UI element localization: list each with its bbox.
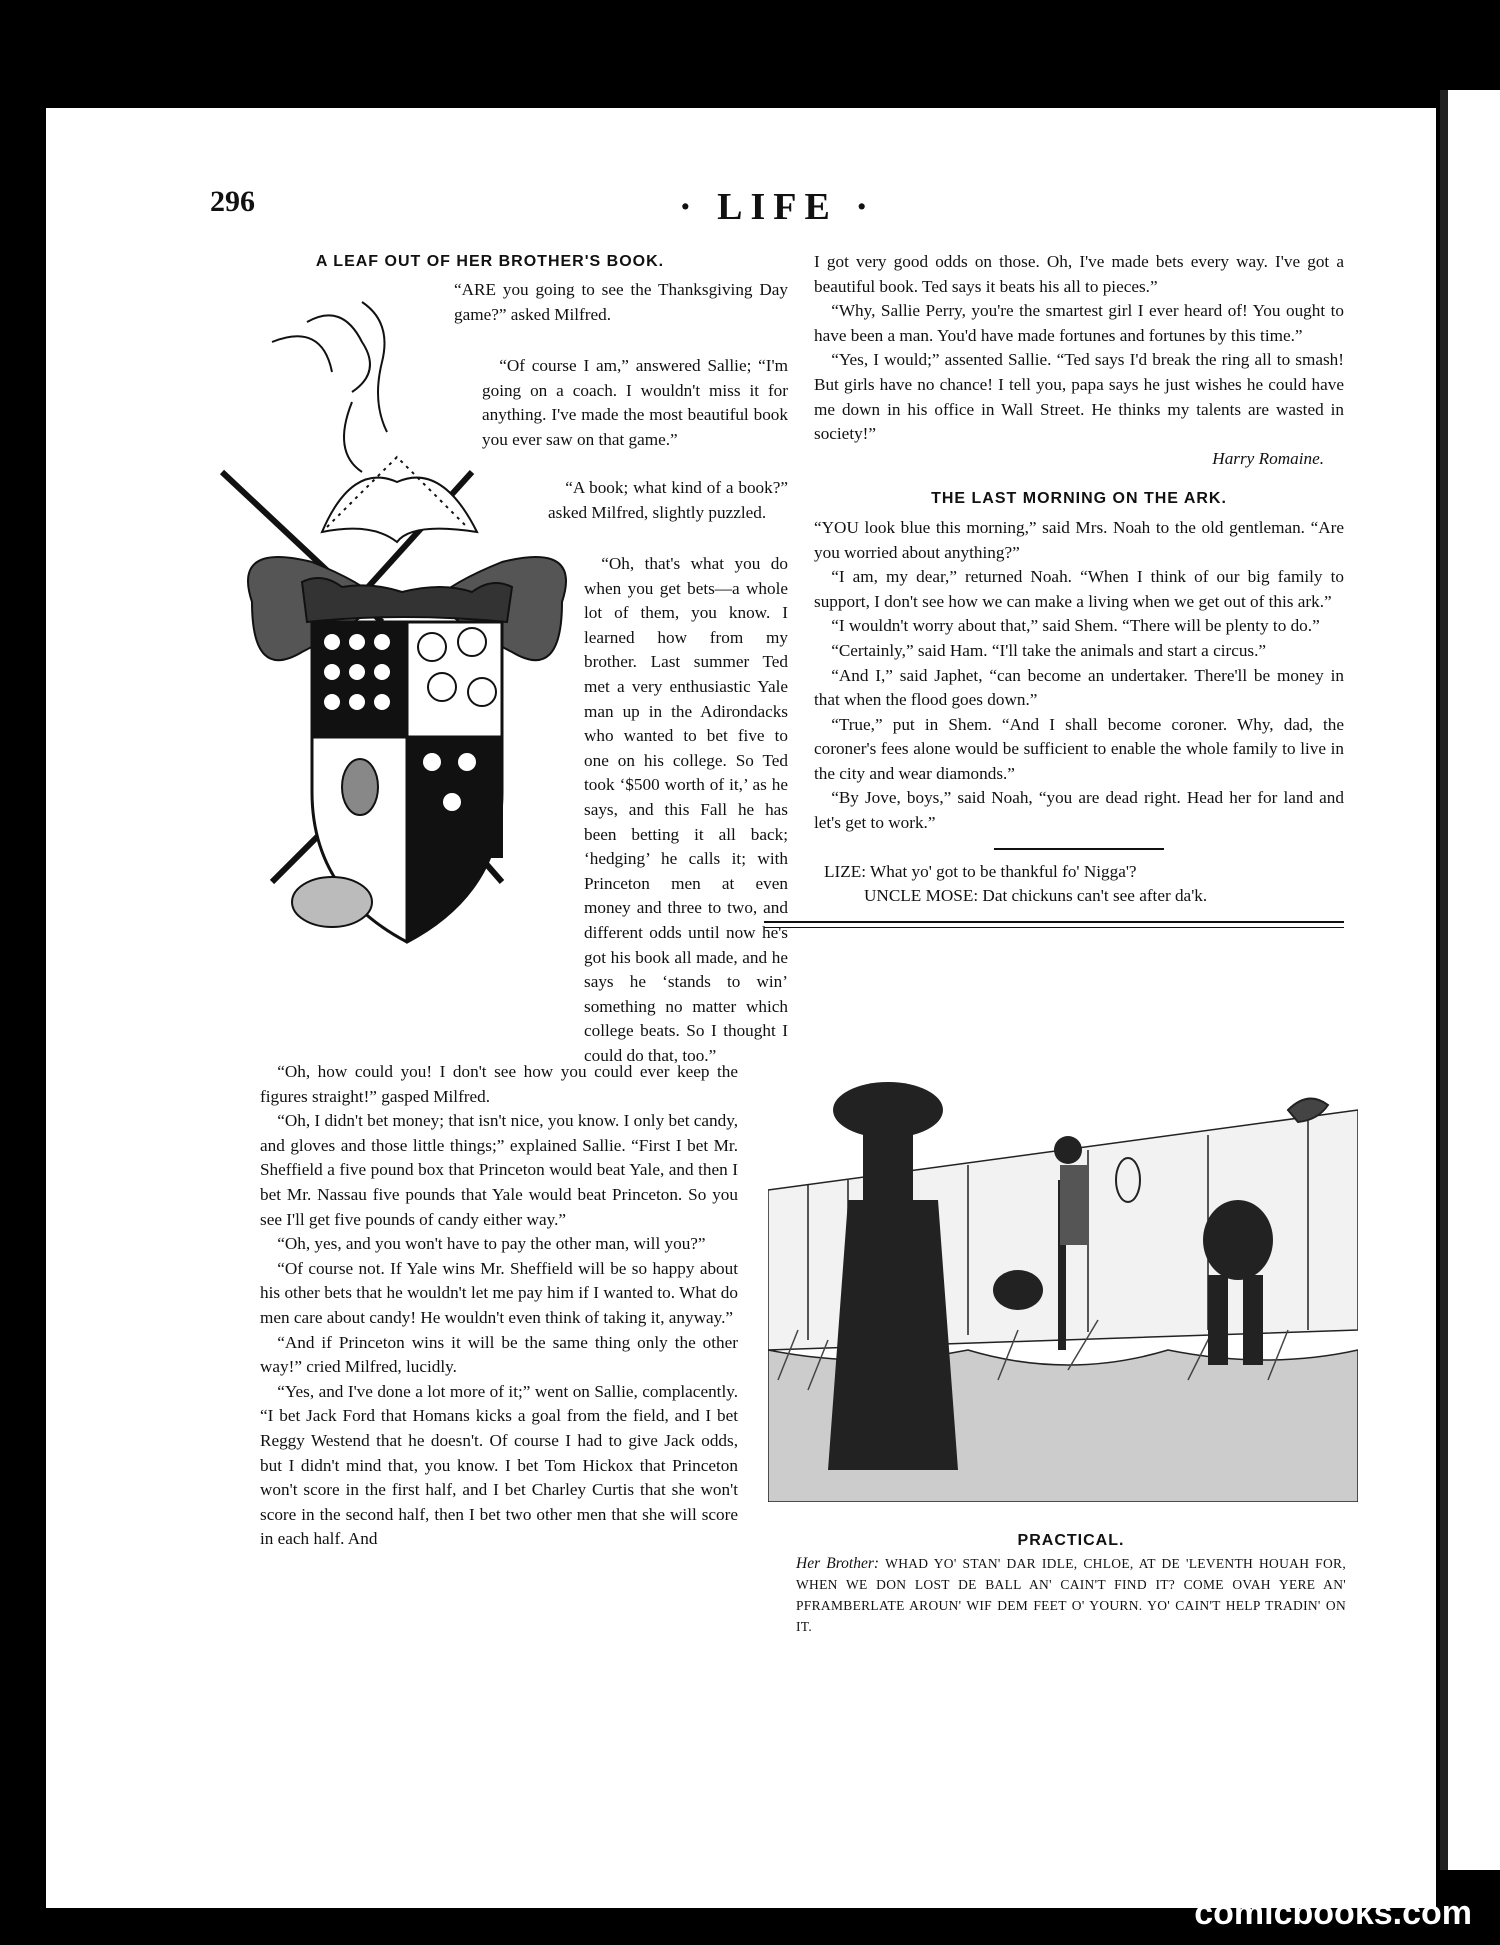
story1-p6: “Oh, I didn't bet money; that isn't nice, you know. I only bet candy, and gloves and those little things;” explained Sallie. “First I bet Mr. Sheffield a five pound box that Princeton would beat Yale, and then I bet Mr. Nassau five pounds that Yale would beat Princeton. So you see I'll get five pounds of candy either way.” bbox=[260, 1111, 738, 1229]
adjacent-page-edge bbox=[1440, 90, 1500, 1870]
joke-block bbox=[814, 860, 1344, 909]
cartoon-title: PRACTICAL. bbox=[1017, 1532, 1125, 1549]
cartoon-speaker: Her Brother: bbox=[796, 1555, 880, 1572]
magazine-title: · LIFE · bbox=[678, 186, 877, 228]
story1-p9: “And if Princeton wins it will be the same thing only the other way!” cried Milfred, lucidly. bbox=[260, 1332, 738, 1377]
left-column bbox=[260, 250, 740, 279]
page-number: 296 bbox=[210, 185, 255, 218]
story1-p13: “Yes, I would;” assented Sallie. “Ted says I'd break the ring all to smash! But girls have no chance! I tell you, papa says he just wishes he could have me down in his office in Wall Street. He thinks my talents are wasted in society!” bbox=[814, 350, 1344, 444]
story1-p4: “Oh, that's what you do when you get bets—a whole lot of them, you know. I learned how from my brother. Last summer Ted met a very enthusiastic Yale man up in the Adirondacks who wanted to bet five to one on his college. So Ted took ‘$500 worth of it,’ as he says, and this Fall he has been betting it all back; ‘hedging’ he calls it; with Princeton men at even money and three to two, and different odds until now he's got his book all made, and he says he ‘stands to win’ something no matter which college beats. So I thought I could do that, too.” bbox=[584, 554, 788, 1065]
story1-title: A LEAF OUT OF HER BROTHER'S BOOK. bbox=[315, 253, 665, 270]
double-rule bbox=[764, 921, 1344, 928]
story2-p1: “YOU look blue this morning,” said Mrs. Noah to the old gentleman. “Are you worried about anything?” bbox=[814, 517, 1344, 562]
story2-p4: “Certainly,” said Ham. “I'll take the animals and start a circus.” bbox=[831, 640, 1267, 660]
cartoon-caption bbox=[796, 1530, 1346, 1637]
story1-author: Harry Romaine. bbox=[1212, 448, 1324, 468]
cartoon-dialogue bbox=[796, 1553, 1346, 1637]
joke-text-1: What yo' got to be thankful fo' Nigga'? bbox=[870, 861, 1137, 881]
story1-lower bbox=[260, 1060, 738, 1552]
joke-speaker-1: LIZE: bbox=[824, 861, 866, 881]
story1-p12: “Why, Sallie Perry, you're the smartest girl I ever heard of! You ought to have been a man. You'd have made fortunes and fortunes by this time.” bbox=[814, 301, 1344, 345]
practical-cartoon bbox=[768, 1050, 1358, 1502]
story1-p3: “A book; what kind of a book?” asked Milfred, slightly puzzled. bbox=[548, 478, 788, 522]
joke-text-2: Dat chickuns can't see after da'k. bbox=[982, 886, 1208, 906]
story1-wrap-b bbox=[548, 476, 788, 525]
story2-p2: “I am, my dear,” returned Noah. “When I think of our big family to support, I don't see how we can make a living when we get out of this ark.” bbox=[814, 567, 1344, 611]
watermark: comicbooks.com bbox=[1194, 1894, 1472, 1932]
story1-p11: I got very good odds on those. Oh, I've made bets every way. I've got a beautiful book. Ted says it beats his all to pieces.” bbox=[814, 252, 1344, 296]
story2-p3: “I wouldn't worry about that,” said Shem. “There will be plenty to do.” bbox=[831, 616, 1320, 636]
right-column bbox=[814, 250, 1344, 928]
story1-wrap-a bbox=[482, 354, 788, 452]
story1-p1: “ARE you going to see the Thanksgiving Day game?” asked Milfred. bbox=[454, 280, 788, 324]
cartoon-text: WHAD YO' STAN' DAR IDLE, CHLOE, AT DE 'LEVENTH HOUAH FOR, WHEN WE DON LOST DE BALL AN' CAIN'T FIND IT? COME OVAH YERE AN' PFRAMBERLATE AROUN' WIF DEM FEET O' YOURN. YO' CAIN'T HELP TRADIN' ON IT. bbox=[796, 1556, 1346, 1634]
story1-p10: “Yes, and I've done a lot more of it;” went on Sallie, complacently. “I bet Jack Ford that Homans kicks a goal from the field, and I bet Reggy Westend that he doesn't. Of course I had to give Jack odds, but I didn't mind that, you know. I bet Tom Hickox that Princeton won't score in the first half, and I bet Charley Curtis that she won't score in the second half, then I bet two other men that she will score in each half. And bbox=[260, 1381, 738, 1549]
section-divider bbox=[994, 848, 1164, 850]
story1-wrap-c bbox=[584, 552, 788, 1068]
story2-title: THE LAST MORNING ON THE ARK. bbox=[931, 490, 1227, 508]
story1-p8: “Of course not. If Yale wins Mr. Sheffield will be so happy about his other bets that he wouldn't let me pay him if I wanted to. What do men care about candy! He wouldn't even think of taking it, anyway.” bbox=[260, 1258, 738, 1327]
story2-p5: “And I,” said Japhet, “can become an undertaker. There'll be money in that when the flood goes down.” bbox=[814, 665, 1344, 710]
story1-p2: “Of course I am,” answered Sallie; “I'm going on a coach. I wouldn't miss it for anything. I've made the most beautiful book you ever saw on that game.” bbox=[482, 356, 788, 449]
joke-speaker-2: UNCLE MOSE: bbox=[864, 886, 979, 906]
story2-p6: “True,” put in Shem. “And I shall become coroner. Why, dad, the coroner's fees alone would be sufficient to enable the whole family to live in the city and wear diamonds.” bbox=[814, 714, 1344, 783]
story2-p7: “By Jove, boys,” said Noah, “you are dead right. Head her for land and let's get to work.” bbox=[814, 788, 1344, 833]
joke-line-2 bbox=[824, 884, 1344, 909]
story1-opening bbox=[454, 278, 788, 327]
page-header bbox=[210, 185, 1345, 235]
story1-p7: “Oh, yes, and you won't have to pay the other man, will you?” bbox=[277, 1234, 706, 1254]
joke-line-1 bbox=[824, 860, 1344, 885]
story1-p5: “Oh, how could you! I don't see how you could ever keep the figures straight!” gasped Milfred. bbox=[260, 1062, 738, 1106]
